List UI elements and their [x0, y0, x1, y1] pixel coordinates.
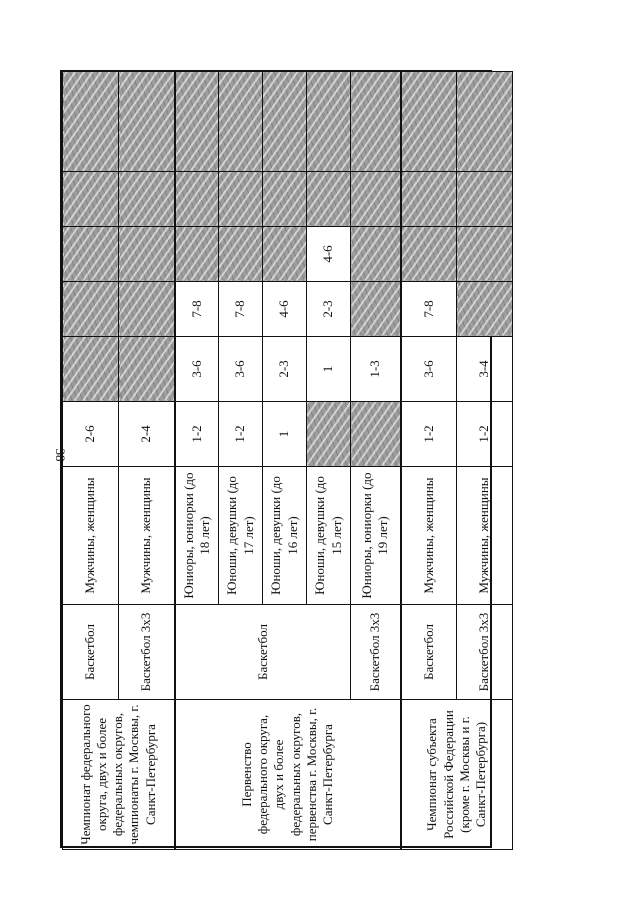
sport-cell: Баскетбол — [63, 605, 119, 700]
rank-cell — [175, 227, 219, 282]
rank-cell — [175, 72, 219, 172]
rank-cell: 2-4 — [119, 402, 175, 467]
rank-cell: 4-6 — [263, 282, 307, 337]
rank-cell — [119, 337, 175, 402]
category-cell: Юноши, девушки (до 17 лет) — [219, 467, 263, 605]
category-cell: Юниоры, юниорки (до 19 лет) — [351, 467, 401, 605]
rank-cell — [63, 227, 119, 282]
sport-cell: Баскетбол 3x3 — [457, 605, 513, 700]
sport-cell: Баскетбол 3x3 — [119, 605, 175, 700]
rank-cell — [63, 337, 119, 402]
rank-cell — [307, 172, 351, 227]
rank-cell — [219, 72, 263, 172]
rank-cell — [457, 172, 513, 227]
category-cell: Мужчины, женщины — [401, 467, 457, 605]
document-table-frame — [60, 70, 492, 848]
rank-cell: 3-6 — [401, 337, 457, 402]
rank-cell — [351, 282, 401, 337]
rank-cell: 3-4 — [457, 337, 513, 402]
rank-cell — [63, 172, 119, 227]
rank-cell — [263, 172, 307, 227]
rank-cell: 7-8 — [401, 282, 457, 337]
table-row — [63, 72, 119, 850]
page-number: 38 — [53, 448, 68, 462]
rank-cell: 2-6 — [63, 402, 119, 467]
category-cell: Юноши, девушки (до 16 лет) — [263, 467, 307, 605]
rotated-table-container — [62, 72, 494, 850]
rank-cell: 7-8 — [175, 282, 219, 337]
rank-cell: 3-6 — [219, 337, 263, 402]
rank-cell — [401, 227, 457, 282]
rank-cell — [351, 172, 401, 227]
rank-cell — [457, 227, 513, 282]
rank-cell: 2-3 — [307, 282, 351, 337]
category-cell: Юноши, девушки (до 15 лет) — [307, 467, 351, 605]
category-cell: Мужчины, женщины — [63, 467, 119, 605]
rank-cell: 4-6 — [307, 227, 351, 282]
rank-cell — [457, 72, 513, 172]
rank-cell — [263, 72, 307, 172]
sport-cell: Баскетбол — [175, 605, 351, 700]
rank-cell — [63, 72, 119, 172]
rank-cell — [219, 227, 263, 282]
qualification-table — [62, 71, 513, 850]
category-cell: Мужчины, женщины — [119, 467, 175, 605]
sport-cell: Баскетбол — [401, 605, 457, 700]
rank-cell — [401, 172, 457, 227]
rank-cell: 1 — [307, 337, 351, 402]
category-cell: Мужчины, женщины — [457, 467, 513, 605]
rank-cell — [119, 72, 175, 172]
rank-cell: 7-8 — [219, 282, 263, 337]
rank-cell — [351, 72, 401, 172]
rank-cell — [263, 227, 307, 282]
rank-cell — [219, 172, 263, 227]
table-row — [175, 72, 219, 850]
rank-cell: 1-2 — [401, 402, 457, 467]
rank-cell — [119, 172, 175, 227]
rank-cell: 1-2 — [175, 402, 219, 467]
rank-cell — [119, 282, 175, 337]
rank-cell: 1 — [263, 402, 307, 467]
sport-cell: Баскетбол 3x3 — [351, 605, 401, 700]
rank-cell: 3-6 — [175, 337, 219, 402]
rank-cell — [119, 227, 175, 282]
rank-cell: 1-3 — [351, 337, 401, 402]
table-body — [63, 72, 513, 850]
rank-cell — [401, 72, 457, 172]
rank-cell — [351, 402, 401, 467]
category-cell: Юниоры, юниорки (до 18 лет) — [175, 467, 219, 605]
rank-cell — [457, 282, 513, 337]
table-row — [401, 72, 457, 850]
rank-cell — [351, 227, 401, 282]
rank-cell — [63, 282, 119, 337]
rank-cell: 2-3 — [263, 337, 307, 402]
rank-cell — [307, 72, 351, 172]
competition-cell: Первенство федерального округа, двух и более федеральных округов, первенства г. Москвы, г. Санкт-Петербурга — [175, 700, 401, 850]
rank-cell — [175, 172, 219, 227]
rank-cell: 1-2 — [457, 402, 513, 467]
rank-cell — [307, 402, 351, 467]
competition-cell: Чемпионат субъекта Российской Федерации (кроме г. Москвы и г. Санкт-Петербурга) — [401, 700, 513, 850]
rank-cell: 1-2 — [219, 402, 263, 467]
competition-cell: Чемпионат федерального округа, двух и более федеральных округов, чемпионаты г. Москвы, г. Санкт-Петербурга — [63, 700, 175, 850]
